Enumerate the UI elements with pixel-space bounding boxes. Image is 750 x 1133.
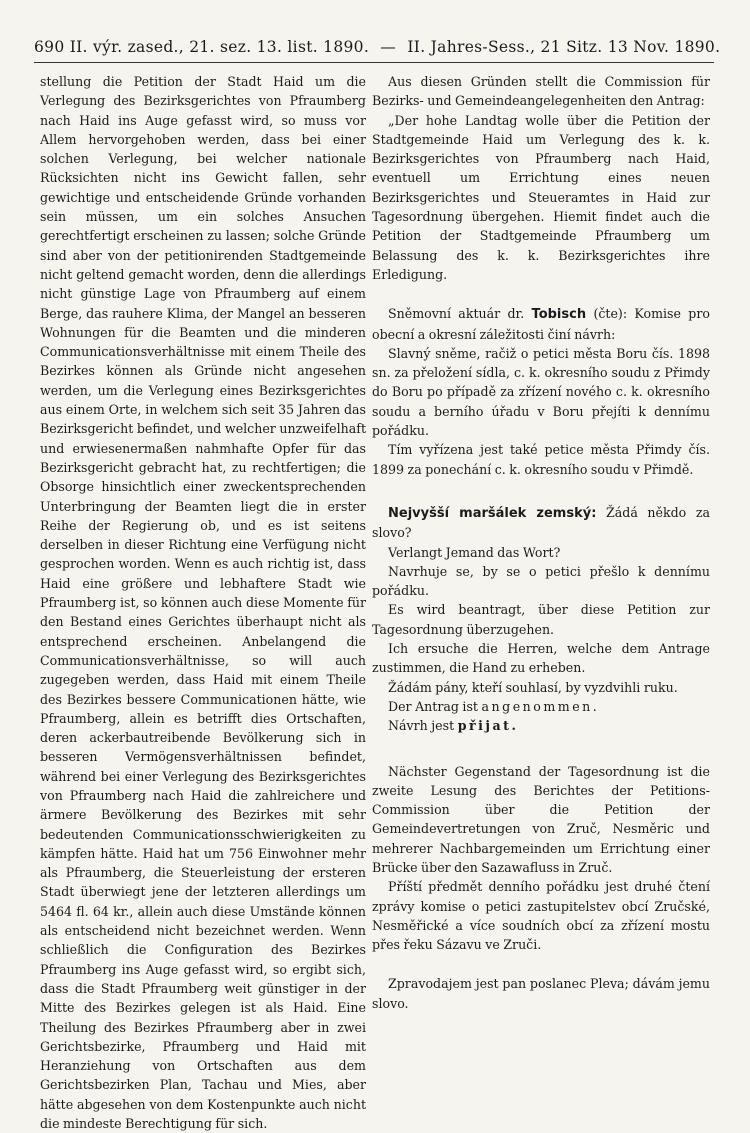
speaker-name: Tobisch [531, 307, 587, 323]
result-cz-text: Návrh jest [388, 718, 455, 734]
commission-intro: Aus diesen Gründen stellt die Commission für Bezirks- und Gemeindeangelegenheiten den Antrag: [372, 74, 710, 109]
header-czech: 690 II. výr. zased., 21. sez. 13. list. 1890. [34, 38, 370, 56]
speaker-suffix: (čte): Komise pro obecní a okresní záležitosti činí návrh: [372, 306, 710, 342]
commission-antrag: „Der hohe Landtag wolle über die Petition der Stadtgemeinde Haid um Verlegung des k. k. Bezirksgerichtes von Pfraumberg nach Haid, eventuell um Errichtung eines neuen Bezirksgerichtes und Steueramtes in Haid zur Tagesordnung übergehen. Hiemit findet auch die Petition der Stadtgemeinde Pfraumberg um Belassung des k. k. Bezirksgerichtes ihre Erledigung. [372, 112, 710, 282]
result-cz-word: přijat. [457, 718, 519, 734]
czech-proposal: Slavný sněme, račiž o petici města Boru čís. 1898 sn. za přeložení sídla, c. k. okresního soudu z Přimdy do Boru po případě za zřízení nového c. k. okresního soudu a berního úřadu v Boru přejíti k dennímu pořádku. [372, 345, 710, 439]
reporter-cz: Zpravodajem jest pan poslanec Pleva; dávám jemu slovo. [372, 976, 710, 1011]
next-item-cz: Příští předmět denního pořádku jest druhé čtení zprávy komise o petici zastupitelstev obcí Zručské, Nesměřické a více soudních obcí za zřízení mostu přes řeku Sázavu ve Zruči. [372, 879, 710, 953]
header-rule [34, 62, 714, 63]
marshal-cz: Žádá někdo za slovo? [372, 504, 710, 541]
marshal-de: Verlangt Jemand das Wort? [388, 544, 561, 560]
result-de-word: angenommen. [481, 698, 600, 714]
speaker-prefix: Sněmovní aktuár dr. [388, 306, 525, 322]
next-item-de: Nächster Gegenstand der Tagesordnung ist die zweite Lesung des Berichtes der Petitions-Commission über die Petition der Gemeindevertretungen von Zruč, Nesměric und mehrerer Nachbargemeinden um Errichtung einer Brücke über den Sazawafluss in Zruč. [372, 763, 710, 875]
header-year: 1890. [674, 38, 721, 56]
page-header [34, 38, 721, 56]
result-de [372, 697, 710, 716]
right-column [372, 72, 710, 1013]
left-column [40, 72, 366, 1133]
header-german: II. Jahres-Sess., 21 Sitz. 13 Nov. [407, 38, 670, 56]
left-paragraph: stellung die Petition der Stadt Haid um die Verlegung des Bezirksgerichtes von Pfraumberg nach Haid ins Auge gefasst wird, so muss vor Allem hervorgehoben werden, dass bei einer solchen Verlegung, bei welcher nationale Rücksichten nicht ins Gewicht fallen, sehr gewichtige und entscheidende Gründe vorhanden sein müssen, um ein solches Ansuchen gerechtfertigt erscheinen zu lassen; solche Gründe sind aber von der petitionirenden Stadtgemeinde nicht geltend gemacht worden, denn die allerdings nicht günstige Lage von Pfraumberg auf einem Berge, das rauhere Klima, der Mangel an besseren Wohnungen für die Beamten und die minderen Communicationsverhältnisse mit einem Theile des Bezirkes können als Gründe nicht angesehen werden, um die Verlegung eines Bezirksgerichtes aus einem Orte, in welchem sich seit 35 Jahren das Bezirksgericht befindet, und welcher unzweifelhaft und erwiesenermaßen nahmhafte Opfer für das Bezirksgericht gebracht hat, zu rechtfertigen; die Obsorge hinsichtlich einer zweckentsprechenden Unterbringung der Beamten liegt die in erster Reihe der Regierung ob, und es ist seitens derselben in dieser Richtung eine Verfügung nicht gesprochen worden. Wenn es auch richtig ist, dass Haid eine größere und lebhaftere Stadt wie Pfraumberg ist, so können auch diese Momente für den Bestand eines Gerichtes überhaupt nicht als entsprechend erscheinen. Anbelangend die Communicationsverhältnisse, so will auch zugegeben werden, dass Haid mit einem Theile des Bezirkes bessere Communicationen hätte, wie Pfraumberg, allein es betrifft dies Ortschaften, deren ackerbautreibende Bevölkerung sich in besseren Vermögensverhältnissen befindet, während bei einer Verlegung des Bezirksgerichtes von Pfraumberg nach Haid die zahlreichere und ärmere Bevölkerung des Bezirkes mit sehr bedeutenden Communicationsschwierigkeiten zu kämpfen hätte. Haid hat um 756 Einwohner mehr als Pfraumberg, die Steuerleistung der ersteren Stadt überwiegt jene der letzteren allerdings um 5464 fl. 64 kr., allein auch diese Umstände können als entscheidend nicht bezeichnet werden. Wenn schließlich die Configuration des Bezirkes Pfraumberg ins Auge gefasst wird, so ergibt sich, dass die Stadt Pfraumberg weit günstiger in der Mitte des Bezirkes gelegen ist als Haid. Eine Theilung des Bezirkes Pfraumberg aber in zwei Gerichtsbezirke, Pfraumberg und Haid mit Heranziehung von Ortschaften aus dem Gerichtsbezirken Plan, Tachau und Mies, aber hätte abgesehen von dem Kostenpunkte auch nicht die mindeste Berechtigung für sich. [40, 74, 366, 1132]
result-cz [372, 716, 710, 735]
speaker-tobisch [372, 304, 710, 344]
proposal-cz: Navrhuje se, by se o petici přešlo k dennímu pořádku. [372, 563, 710, 599]
marshal-question [372, 503, 710, 543]
vote-request-cz: Žádám pány, kteří souhlasí, by vyzdvihli ruku. [388, 679, 678, 695]
result-de-text: Der Antrag ist [388, 698, 478, 714]
czech-also-resolved: Tím vyřízena jest také petice města Přimdy čís. 1899 za ponechání c. k. okresního soudu v Přimdě. [372, 442, 710, 477]
header-dash: — [380, 38, 397, 56]
marshal-label: Nejvyšší maršálek zemský: [388, 505, 597, 521]
vote-request-de: Ich ersuche die Herren, welche dem Antrage zustimmen, die Hand zu erheben. [372, 641, 710, 676]
proposal-de: Es wird beantragt, über diese Petition zur Tagesordnung überzugehen. [372, 602, 710, 637]
